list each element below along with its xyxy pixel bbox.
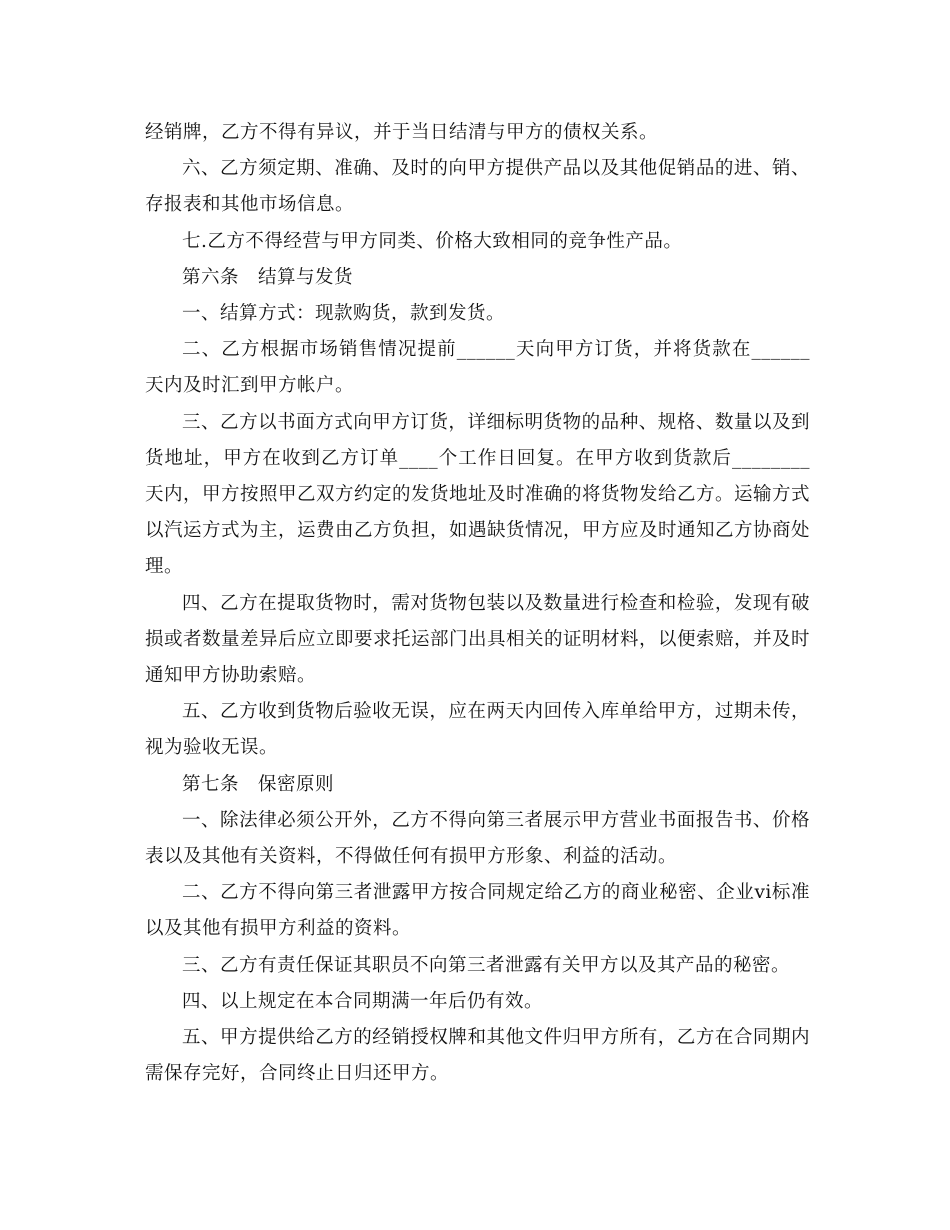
paragraph-clause-7-competition: 七.乙方不得经营与甲方同类、价格大致相同的竞争性产品。: [182, 230, 683, 252]
paragraph-trade-secrets: 二、乙方不得向第三者泄露甲方按合同规定给乙方的商业秘密、企业vi标准以及其他有损甲方利益的资料。: [145, 882, 810, 940]
paragraph-staff-confidentiality: 三、乙方有责任保证其职员不向第三者泄露有关甲方以及其产品的秘密。: [182, 954, 791, 976]
paragraph-goods-inspection: 四、乙方在提取货物时，需对货物包装以及数量进行检查和检验，发现有破损或者数量差异后应立即要求托运部门出具相关的证明材料，以便索赔，并及时通知甲方协助索赔。: [145, 592, 811, 687]
document-body: [145, 115, 810, 1092]
section-heading-article-6: 第六条 结算与发货: [182, 266, 354, 288]
paragraph-written-order: 三、乙方以书面方式向甲方订货，详细标明货物的品种、规格、数量以及到货地址，甲方在收到乙方订单____个工作日回复。在甲方收到货款后________天内，甲方按照甲乙双方约定的发货地址及时准确的将货物发给乙方。运输方式以汽运方式为主，运费由乙方负担，如遇缺货情况，甲方应及时通知乙方协商处理。: [145, 411, 811, 578]
paragraph-continuation: 经销牌，乙方不得有异议，并于当日结清与甲方的债权关系。: [145, 122, 659, 143]
paragraph-ordering-advance: 二、乙方根据市场销售情况提前______天向甲方订货，并将货款在______天内及时汇到甲方帐户。: [145, 339, 810, 397]
paragraph-authorization-plaque: 五、甲方提供给乙方的经销授权牌和其他文件归甲方所有，乙方在合同期内需保存完好，合同终止日归还甲方。: [145, 1027, 810, 1085]
paragraph-acceptance: 五、乙方收到货物后验收无误，应在两天内回传入库单给甲方，过期未传，视为验收无误。: [145, 701, 810, 759]
paragraph-validity-period: 四、以上规定在本合同期满一年后仍有效。: [182, 990, 544, 1012]
paragraph-settlement-method: 一、结算方式：现款购货，款到发货。: [182, 303, 506, 325]
paragraph-clause-6-report: 六、乙方须定期、准确、及时的向甲方提供产品以及其他促销品的进、销、存报表和其他市场信息。: [145, 158, 810, 216]
section-heading-article-7: 第七条 保密原则: [182, 773, 335, 795]
paragraph-confidential-materials: 一、除法律必须公开外，乙方不得向第三者展示甲方营业书面报告书、价格表以及其他有关资料，不得做任何有损甲方形象、利益的活动。: [145, 809, 810, 868]
